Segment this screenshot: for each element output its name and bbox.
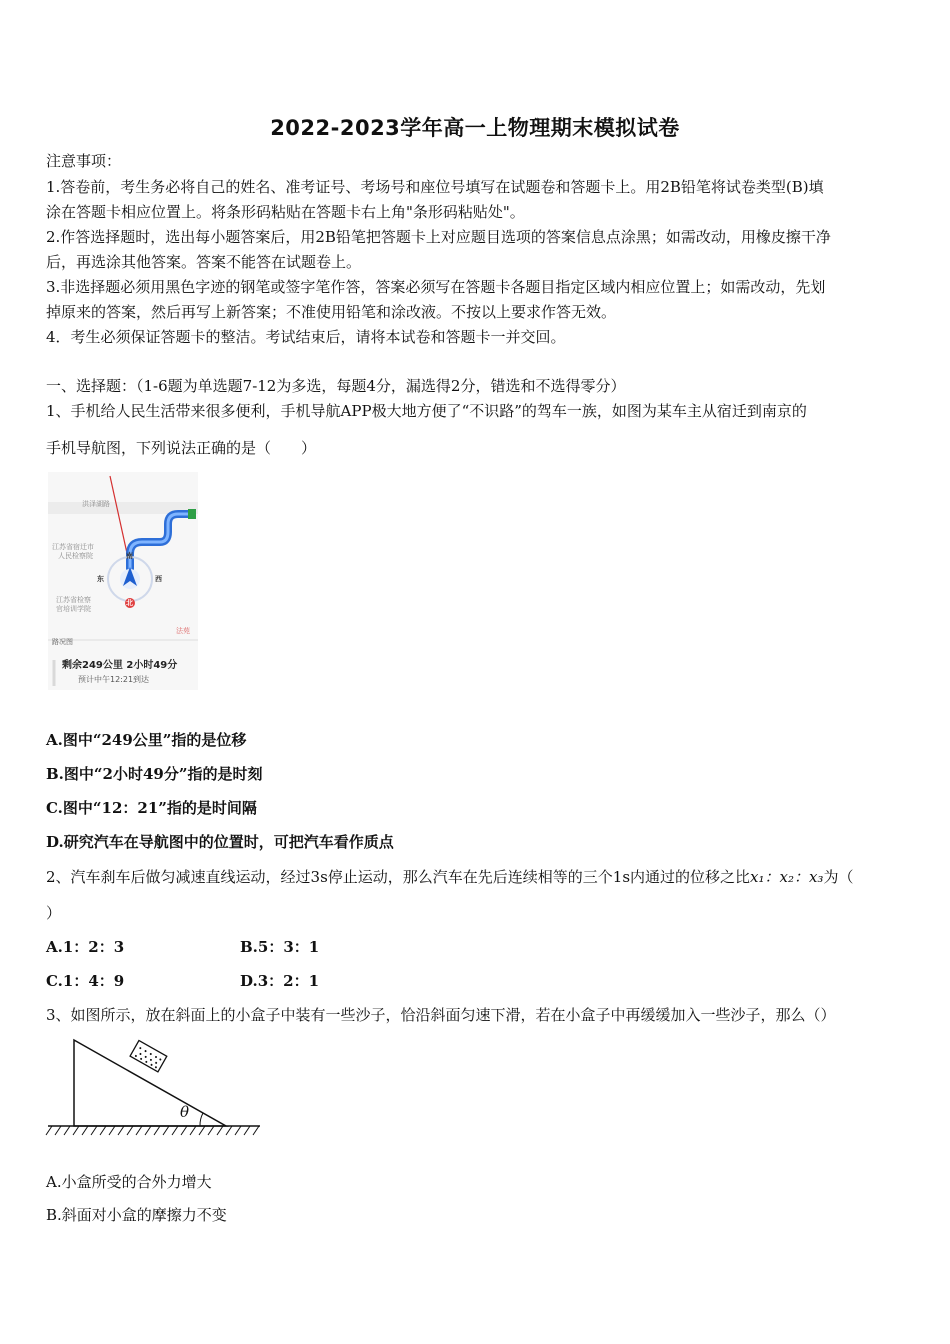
question-2-option-b: B.5：3：1: [240, 938, 320, 956]
incline-figure: [44, 1036, 266, 1141]
question-3-option-b: B.斜面对小盒的摩擦力不变: [46, 1206, 227, 1224]
question-2-option-c: C.1：4：9: [46, 972, 125, 990]
compass-north-label: 北: [126, 599, 133, 607]
question-1-line: 1、手机给人民生活带来很多便利，手机导航APP极大地方便了“不识路”的驾车一族，如图为某车主从宿迁到南京的: [46, 402, 807, 420]
map-place-label: 江苏省宿迁市: [52, 543, 94, 551]
map-road-label: 洪泽湖路: [82, 500, 110, 508]
notice-line: 2.作答选择题时，选出每小题答案后，用2B铅笔把答题卡上对应题目选项的答案信息点涂黑；如需改动，用橡皮擦干净: [46, 228, 831, 246]
question-3-option-a: A.小盒所受的合外力增大: [46, 1173, 212, 1191]
question-2-text: 2、汽车刹车后做匀减速直线运动，经过3s停止运动，那么汽车在先后连续相等的三个1s内通过的位移之比: [46, 868, 751, 886]
notice-line: 1.答卷前，考生务必将自己的姓名、准考证号、考场号和座位号填写在试题卷和答题卡上。用2B铅笔将试卷类型(B)填: [46, 178, 824, 196]
question-2-line: ）: [46, 904, 62, 922]
map-right-label: 法苑: [176, 627, 190, 635]
question-1-option-c: C.图中“12：21”指的是时间隔: [46, 799, 257, 817]
compass-east-label: 东: [97, 575, 104, 583]
navigation-map-figure: [48, 472, 198, 690]
page-title: 2022-2023学年高一上物理期末模拟试卷: [270, 116, 680, 140]
angle-theta-label: θ: [180, 1103, 190, 1121]
section-heading: 一、选择题：（1-6题为单选题7-12为多选，每题4分，漏选得2分，错选和不选得零分）: [46, 377, 626, 395]
incline-diagram: [44, 1036, 266, 1141]
question-3-line: 3、如图所示，放在斜面上的小盒子中装有一些沙子，恰沿斜面匀速下滑，若在小盒子中再缓缓加入一些沙子，那么（）: [46, 1006, 836, 1024]
notice-line: 后，再选涂其他答案。答案不能答在试题卷上。: [46, 253, 362, 271]
question-2-line: [46, 867, 853, 887]
navigation-map-graphic: [48, 472, 198, 690]
question-1-option-d: D.研究汽车在导航图中的位置时，可把汽车看作质点: [46, 833, 394, 851]
notice-line: 掉原来的答案，然后再写上新答案；不准使用铅笔和涂改液。不按以上要求作答无效。: [46, 303, 617, 321]
question-2-ratio: x₁：x₂：x₃: [750, 868, 824, 886]
map-place-label: 人民检察院: [58, 552, 93, 560]
map-place-label: 官培训学院: [56, 605, 91, 613]
compass-south-label: 南: [126, 552, 133, 560]
question-2-option-a: A.1：2：3: [46, 938, 125, 956]
map-small-label: 路况图: [52, 638, 73, 646]
question-1-line: 手机导航图，下列说法正确的是（ ）: [46, 439, 317, 457]
notice-line: 3.非选择题必须用黑色字迹的钢笔或签字笔作答，答案必须写在答题卡各题目指定区域内相应位置上；如需改动，先划: [46, 278, 826, 296]
notice-heading: 注意事项：: [46, 152, 122, 170]
notice-line: 涂在答题卡相应位置上。将条形码粘贴在答题卡右上角"条形码粘贴处"。: [46, 203, 525, 221]
compass-west-label: 西: [155, 575, 162, 583]
question-2-option-d: D.3：2：1: [240, 972, 320, 990]
map-eta-text: 预计中午12:21到达: [78, 675, 150, 684]
map-remaining-text: 剩余249公里 2小时49分: [62, 660, 178, 671]
question-1-option-a: A.图中“249公里”指的是位移: [46, 731, 247, 749]
question-2-suffix: 为（: [823, 868, 854, 886]
notice-line: 4．考生必须保证答题卡的整洁。考试结束后，请将本试卷和答题卡一并交回。: [46, 328, 566, 346]
question-1-option-b: B.图中“2小时49分”指的是时刻: [46, 765, 263, 783]
map-place-label: 江苏省检察: [56, 596, 91, 604]
